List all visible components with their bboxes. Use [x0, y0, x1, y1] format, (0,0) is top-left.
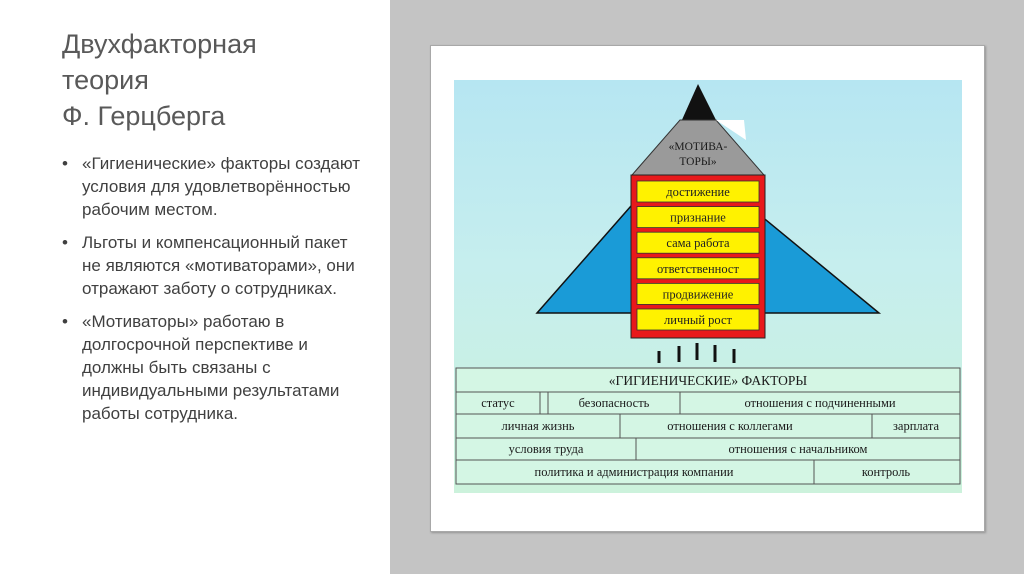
hygiene-work-conditions: условия труда — [508, 442, 584, 456]
hygiene-safety: безопасность — [578, 396, 650, 410]
motivator-item — [637, 207, 759, 228]
title-line: Ф. Герцберга — [62, 101, 226, 131]
hygiene-policy: политика и администрация компании — [534, 465, 734, 479]
motivator-label: продвижение — [662, 287, 734, 302]
slide-title — [62, 26, 362, 134]
hygiene-table — [456, 368, 960, 484]
hygiene-status: статус — [481, 396, 515, 410]
bullet-item: • Льготы и компенсационный пакет не являются «мотиваторами», они отражают заботу о сотрудниках. — [62, 231, 362, 300]
bullet-item: • «Мотиваторы» работаю в долгосрочной перспективе и должны быть связаны с индивидуальными результатами работы сотрудника. — [62, 310, 362, 425]
motivator-item — [637, 283, 759, 304]
herzberg-diagram — [454, 80, 962, 493]
text-panel — [0, 0, 390, 574]
bullet-item: • «Гигиенические» факторы создают условия для удовлетворённостью рабочим местом. — [62, 152, 362, 221]
motivator-item — [637, 258, 759, 279]
roof-label-line-2: ТОРЫ» — [679, 156, 717, 168]
bullet-list — [62, 152, 362, 435]
hygiene-title: «ГИГИЕНИЧЕСКИЕ» ФАКТОРЫ — [608, 373, 808, 388]
hygiene-control: контроль — [861, 465, 911, 479]
motivator-label: ответственност — [657, 261, 739, 276]
motivator-label: достижение — [666, 185, 730, 199]
hygiene-subordinates: отношения с подчиненными — [744, 396, 896, 410]
motivator-item — [637, 181, 759, 202]
hygiene-personal-life: личная жизнь — [501, 419, 575, 433]
motivator-label: личный рост — [664, 313, 732, 327]
hygiene-cell — [540, 392, 548, 414]
roof-label-line-1: «МОТИВА- — [668, 141, 728, 153]
spire-shape — [681, 84, 717, 122]
title-line: Двухфакторная — [62, 29, 257, 59]
hygiene-boss: отношения с начальником — [728, 442, 868, 456]
motivator-item — [637, 309, 759, 330]
diagram-svg — [454, 80, 962, 493]
motivator-label: сама работа — [666, 236, 730, 251]
motivator-item — [637, 232, 759, 253]
hygiene-salary: зарплата — [892, 419, 940, 433]
title-line: теория — [62, 65, 149, 95]
motivator-label: признание — [670, 210, 726, 225]
exhaust-lines — [659, 343, 734, 363]
hygiene-colleagues: отношения с коллегами — [667, 419, 793, 433]
